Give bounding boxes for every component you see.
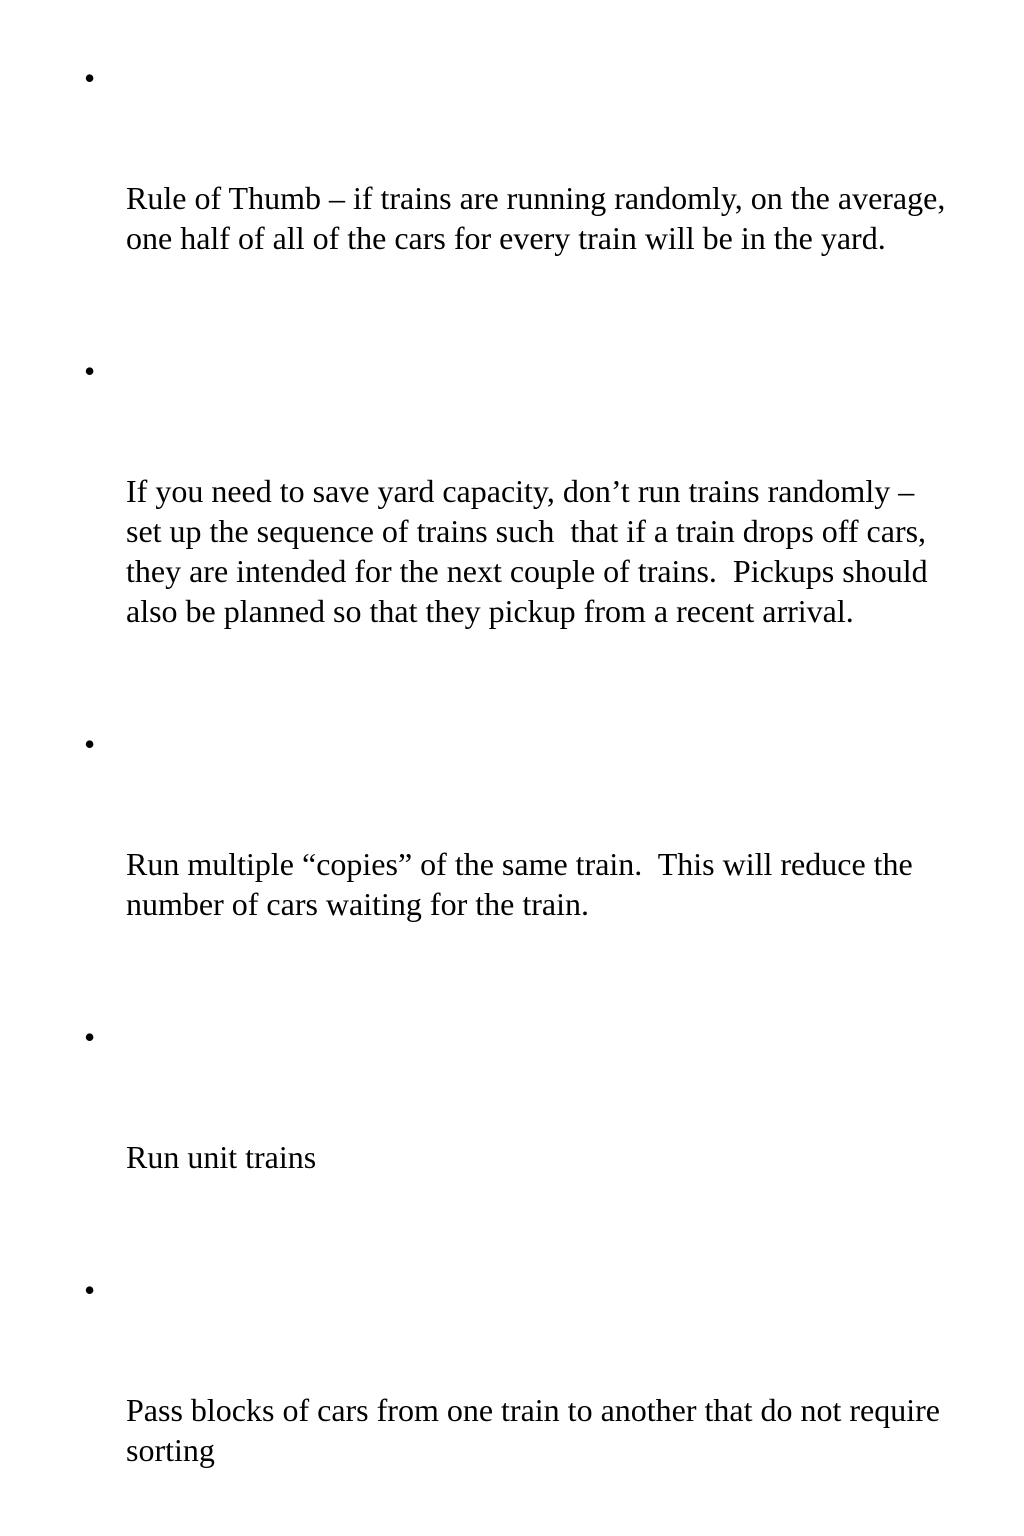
bullet-marker: •: [84, 353, 96, 389]
bullet-marker: •: [84, 1019, 96, 1055]
bullet-item: [84, 58, 954, 338]
bullet-text-rule-of-thumb: Rule of Thumb – if trains are running randomly, on the average, one half of all of the cars for every train will be in the yard.: [126, 180, 954, 256]
bullet-text-unit-trains: Run unit trains: [126, 1139, 317, 1175]
bullet-item: [84, 1270, 954, 1536]
bullet-item: [84, 724, 954, 1004]
bullet-text-save-yard-capacity: If you need to save yard capacity, don’t run trains randomly – set up the sequence of trains such that if a train drops off cars, they are intended for the next couple of trains. Pickups should also be planned so that they pickup from a recent arrival.: [126, 473, 936, 629]
bullet-list: [84, 58, 954, 1536]
bullet-text-pass-blocks: Pass blocks of cars from one train to another that do not require sorting: [126, 1392, 948, 1468]
bullet-marker: •: [84, 726, 96, 762]
bullet-item: [84, 351, 954, 711]
bullet-text-multiple-copies: Run multiple “copies” of the same train. This will reduce the number of cars waiting for the train.: [126, 846, 921, 922]
bullet-marker: •: [84, 1272, 96, 1308]
bullet-item: [84, 1017, 954, 1257]
bullet-marker: •: [84, 60, 96, 96]
